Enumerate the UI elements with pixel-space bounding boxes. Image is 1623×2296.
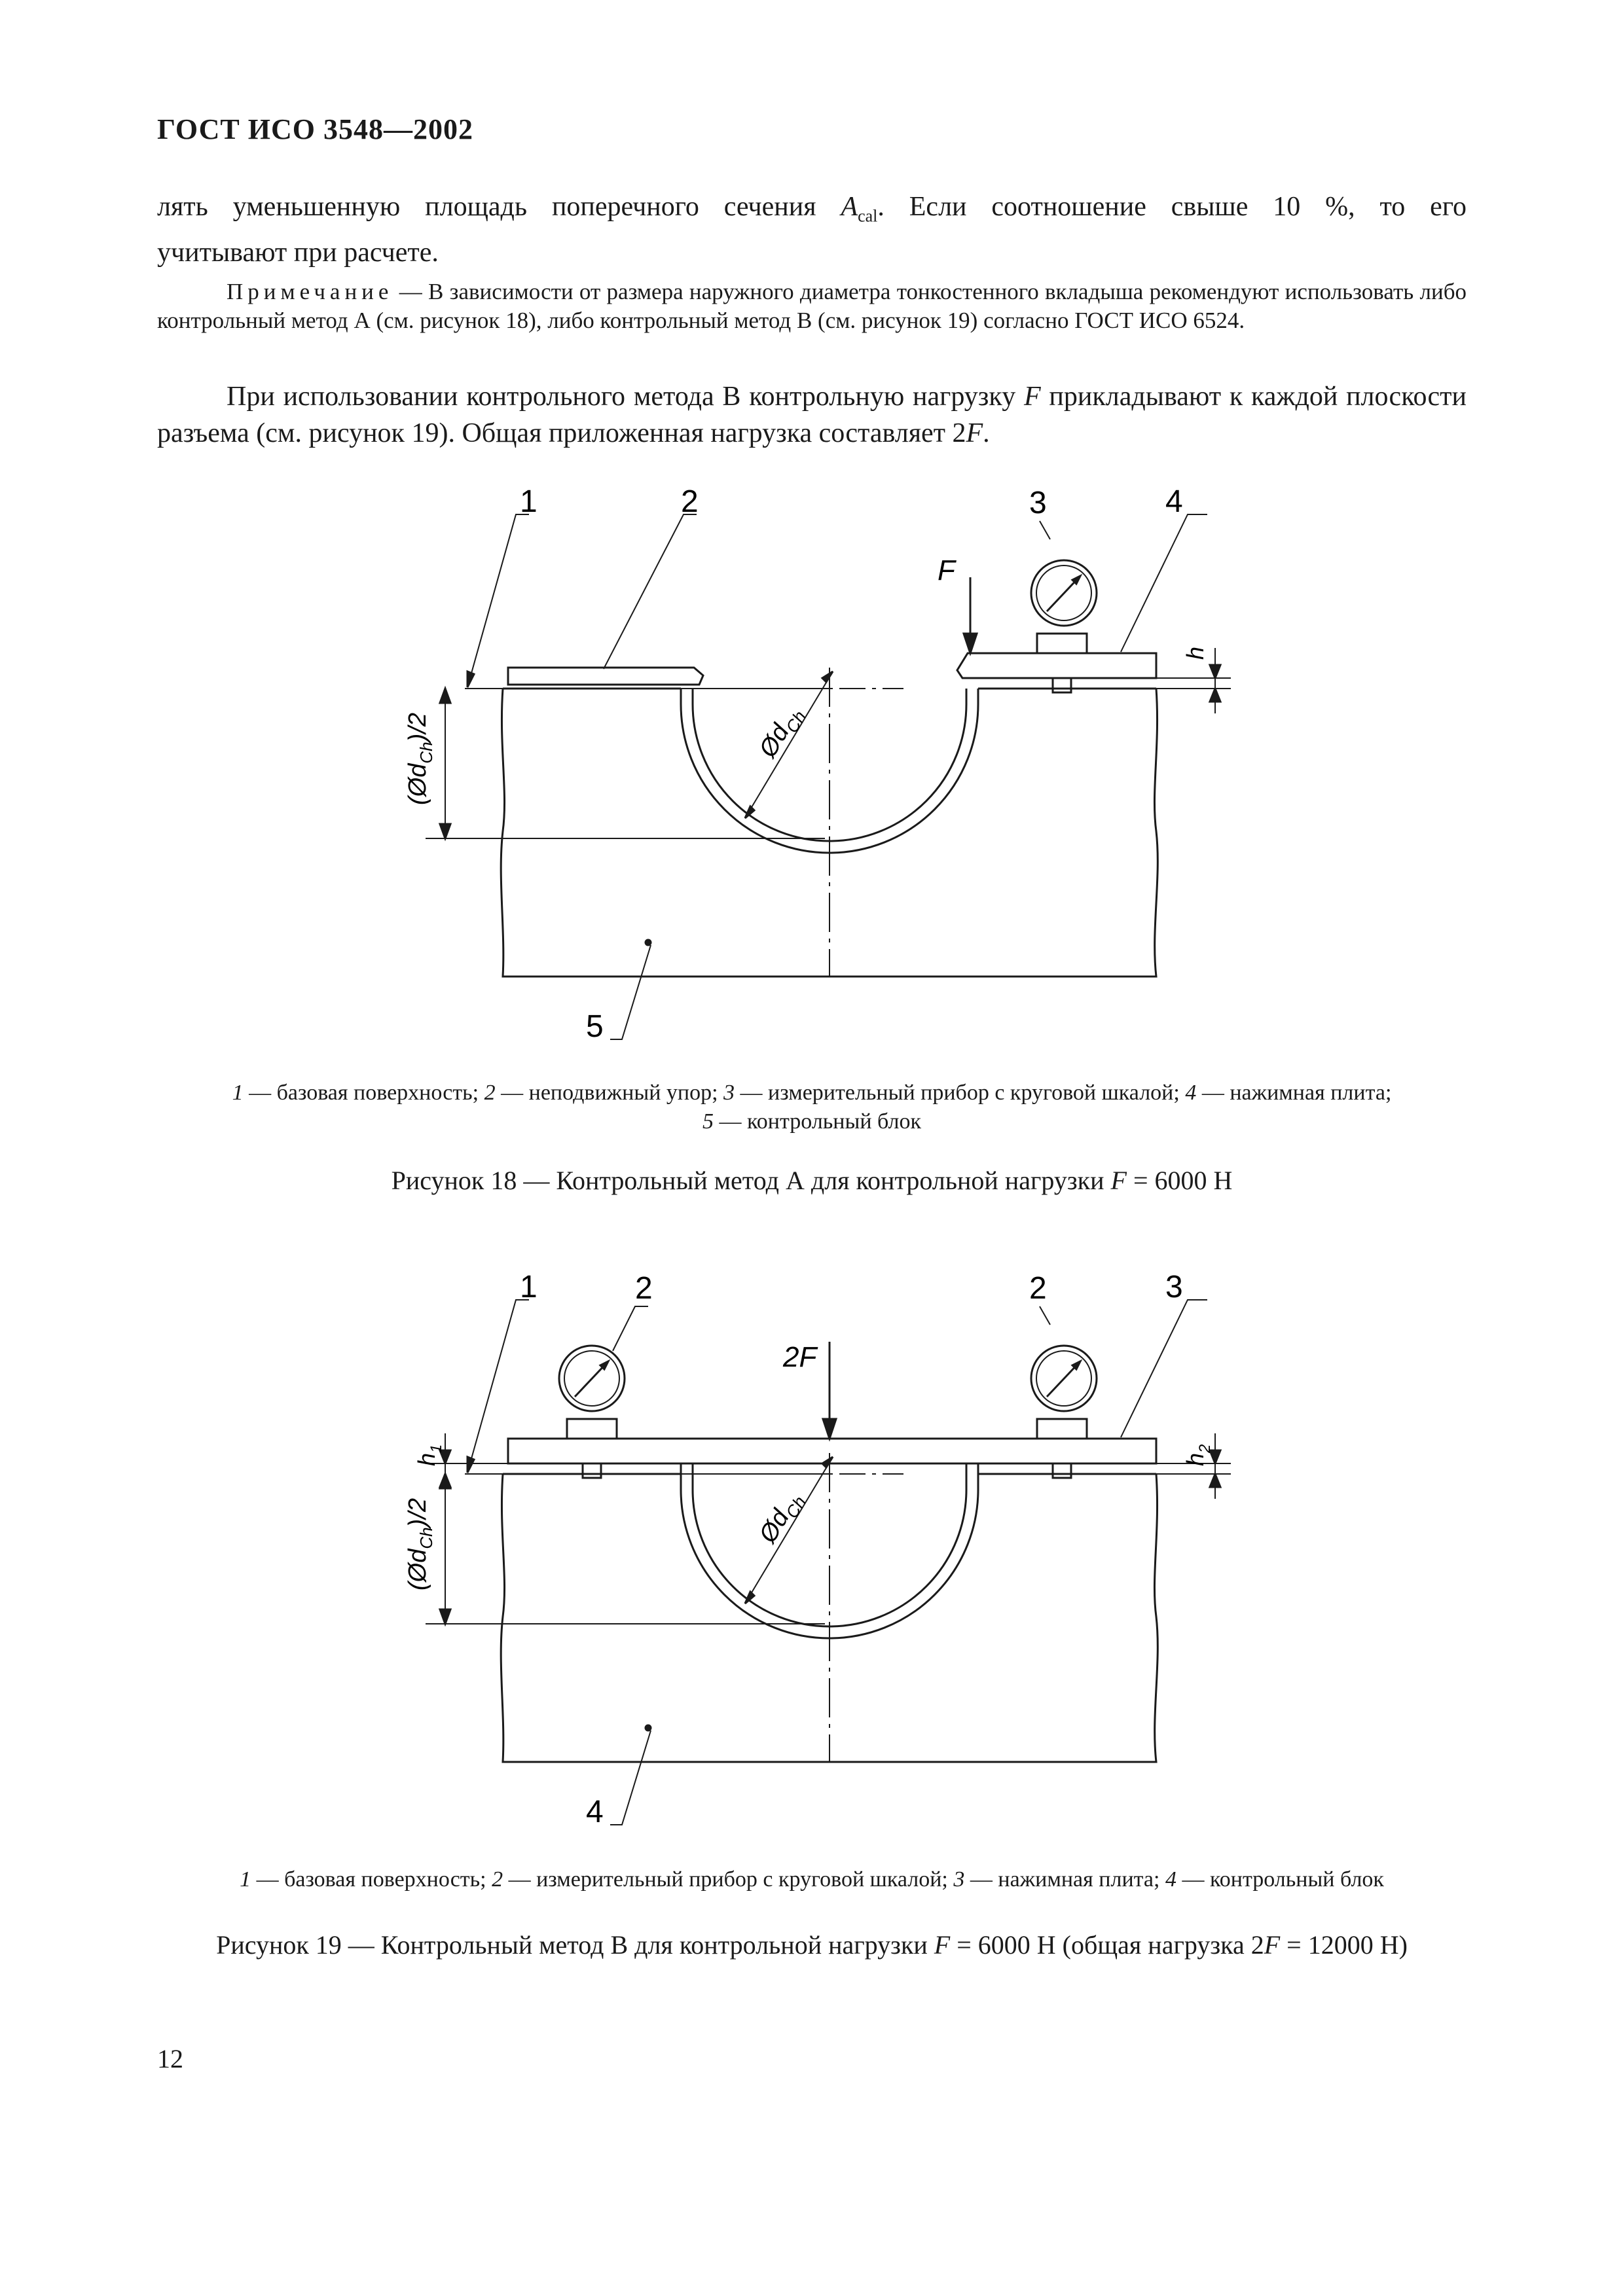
force-label: F — [938, 554, 955, 586]
gauge-stem — [1053, 678, 1071, 692]
height-label: h — [1182, 646, 1209, 660]
document-header: ГОСТ ИСО 3548—2002 — [157, 113, 474, 145]
force-label: 2F — [783, 1341, 817, 1373]
leader-2-left — [613, 1306, 648, 1351]
h1-label: $h_1$ — [413, 1444, 445, 1466]
figure-19-diagram — [0, 1270, 1623, 1846]
note-paragraph: Примечание — В зависимости от размера наружного диаметра тонкостенного вкладыша рекомендуют использовать либо контрольный метод А (см. рисунок 18), либо контрольный метод В (см. рисунок 19) согласно ГОСТ ИСО 6524. — [157, 279, 1467, 333]
leader-5 — [610, 945, 651, 1039]
leader-1 — [467, 514, 529, 687]
leader-3 — [1121, 1300, 1207, 1437]
page-number: 12 — [157, 2044, 183, 2073]
callout-1: 1 — [520, 484, 538, 519]
paragraph-2: При использовании контрольного метода В контрольную нагрузку F прикладывают к каждой плоскости разъема (см. рисунок 19). Общая приложенная нагрузка составляет 2F. — [157, 382, 1467, 448]
callout-2: 2 — [681, 484, 699, 519]
leader-2 — [604, 514, 697, 669]
fixed-stop — [508, 668, 703, 685]
leader-2-right — [1040, 1306, 1050, 1325]
gauge-left-neck — [567, 1419, 617, 1439]
figure-18-diagram — [0, 484, 1623, 1060]
gauge-right-stem — [1053, 1463, 1071, 1478]
paragraph-1 — [157, 188, 1467, 271]
callout-5: 5 — [586, 1009, 604, 1044]
callout-3: 3 — [1029, 486, 1047, 520]
note-text: В зависимости от размера наружного диаметра тонкостенного вкладыша рекомендуют использовать либо контрольный метод А (см. рисунок 18), либо контрольный метод В (см. рисунок 19) согласно ГОСТ ИСО 6524. — [157, 279, 1467, 333]
paragraph-1-line-1: лять уменьшенную площадь поперечного сечения $A_{cal}$. Если соотношение свыше 10 %, то его — [157, 192, 1467, 226]
half-diameter-label: $(Ød_{Ch})/2$ — [404, 1498, 436, 1590]
gauge-right-neck — [1037, 1419, 1087, 1439]
callout-4: 4 — [586, 1795, 604, 1829]
figure-19-caption: Рисунок 19 — Контрольный метод В для контрольной нагрузки F = 6000 Н (общая нагрузка 2F = 12000 Н) — [216, 1930, 1408, 1960]
diameter-label: $Ød_{Ch}$ — [754, 1492, 810, 1548]
h2-label: $h_2$ — [1182, 1444, 1214, 1466]
leader-3 — [1040, 521, 1050, 539]
half-diameter-label: $(Ød_{Ch})/2$ — [404, 713, 436, 805]
figure-18-legend: 1 — базовая поверхность; 2 — неподвижный упор; 3 — измерительный прибор с круговой шкалой; 4 — нажимная плита; 5 — контрольный блок — [232, 1081, 1392, 1134]
callout-2-right: 2 — [1029, 1271, 1047, 1306]
callout-4: 4 — [1165, 484, 1183, 519]
gauge-left-stem — [583, 1463, 601, 1478]
leader-1 — [467, 1300, 529, 1473]
paragraph-1-line-2: учитывают при расчете. — [157, 238, 439, 268]
diameter-label: $Ød_{Ch}$ — [754, 707, 810, 762]
figure-19-legend: 1 — базовая поверхность; 2 — измерительный прибор с круговой шкалой; 3 — нажимная плита; 4 — контрольный блок — [240, 1867, 1384, 1892]
note-label: Примечание — [227, 279, 393, 304]
callout-2-left: 2 — [635, 1271, 653, 1306]
callout-3: 3 — [1165, 1270, 1183, 1304]
leader-4 — [1121, 514, 1207, 652]
figure-18-caption: Рисунок 18 — Контрольный метод А для контрольной нагрузки F = 6000 Н — [391, 1166, 1233, 1195]
callout-1: 1 — [520, 1270, 538, 1304]
gauge-neck — [1037, 634, 1087, 653]
pressure-plate — [957, 653, 1156, 678]
leader-4 — [610, 1731, 651, 1825]
